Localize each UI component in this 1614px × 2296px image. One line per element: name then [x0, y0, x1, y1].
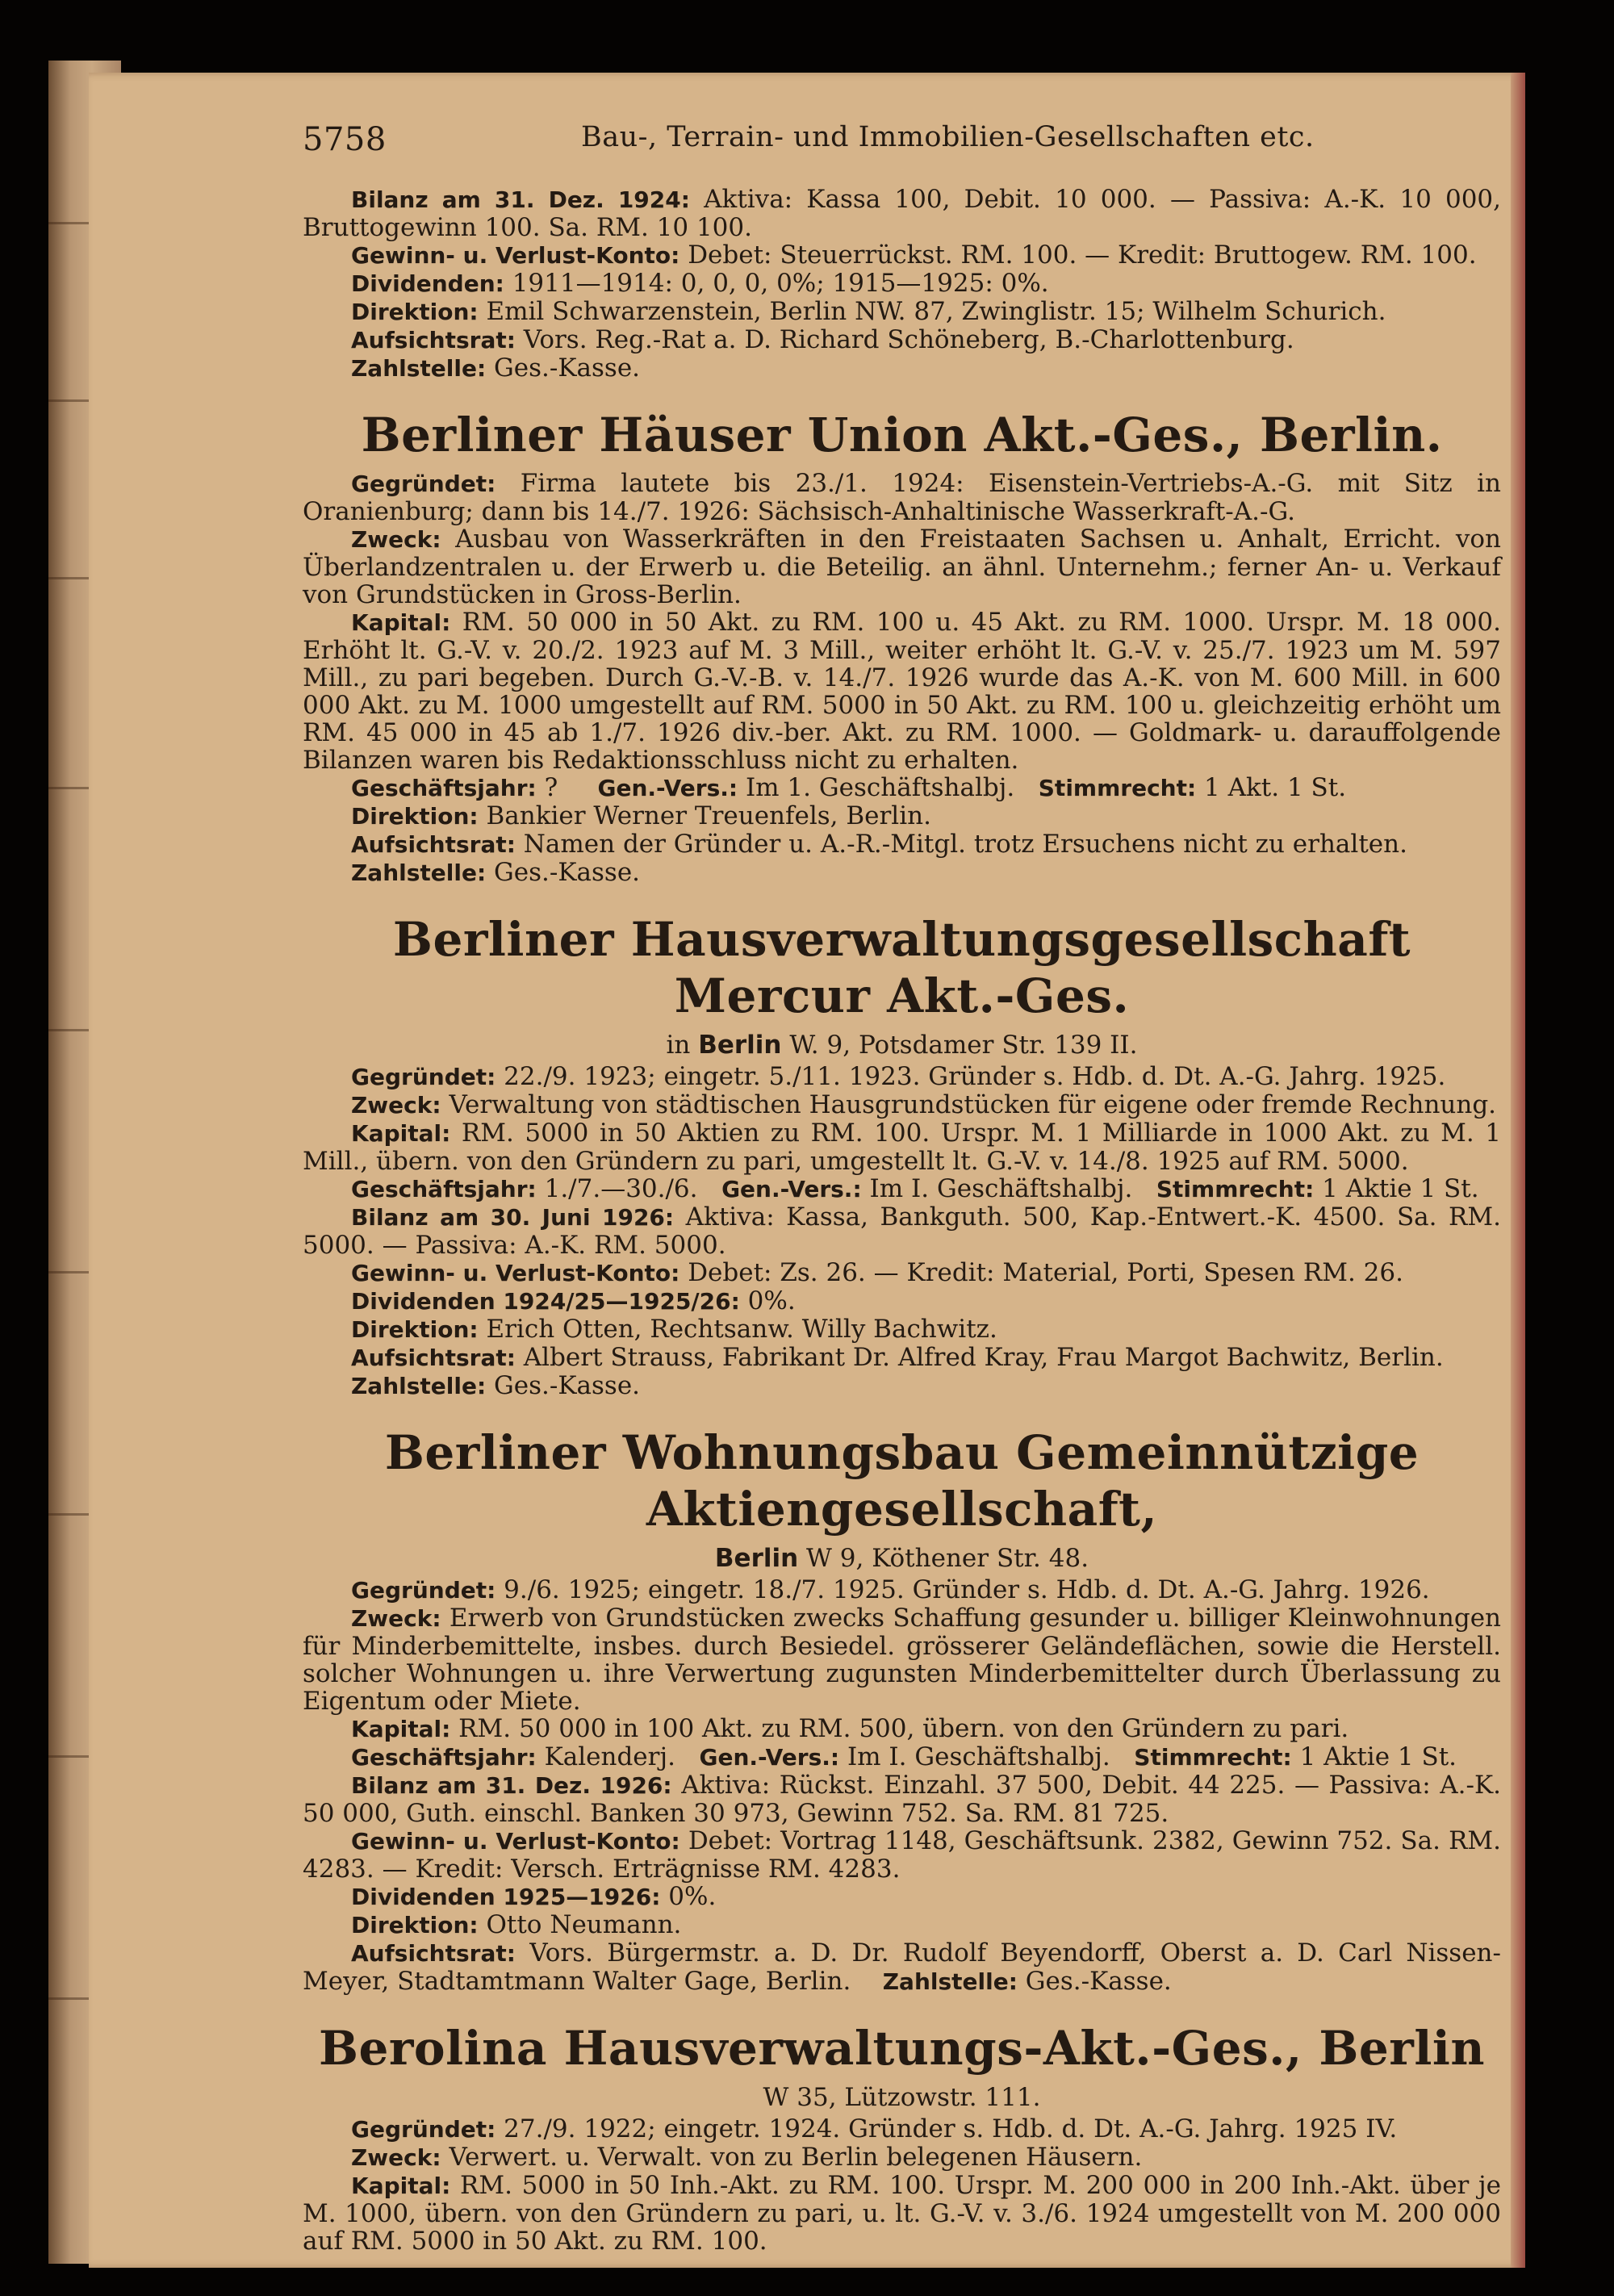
entry-line: Direktion: Bankier Werner Treuenfels, Berlin.	[351, 801, 931, 830]
page-edge	[1511, 73, 1525, 2268]
entry-line: Gegründet: 22./9. 1923; eingetr. 5./11. 1923. Gründer s. Hdb. d. Dt. A.-G. Jahrg. 1925.	[351, 1062, 1446, 1091]
entry-line: Gegründet: 27./9. 1922; eingetr. 1924. Gründer s. Hdb. d. Dt. A.-G. Jahrg. 1925 IV.	[351, 2114, 1398, 2143]
entry-line: Geschäftsjahr: Kalenderj. Gen.-Vers.: Im I. Geschäftshalbj. Stimmrecht: 1 Aktie 1 St.	[351, 1742, 1457, 1771]
entry-line: Kapital: RM. 50 000 in 50 Akt. zu RM. 100 u. 45 Akt. zu RM. 1000. Urspr. M. 18 000. Erhöht lt. G.-V. v. 20./2. 1923 auf M. 3 Mill., weiter erhöht lt. G.-V. v. 25./7. 1923 um M. 597 Mill., zu pari begeben. Durch G.-V.-B. v. 14./7. 1926 wurde das A.-K. von M. 600 Mill. in 600 000 Akt. zu M. 1000 umgestellt auf RM. 5000 in 50 Akt. zu RM. 100 u. gleichzeitig erhöht um RM. 45 000 in 45 ab 1./7. 1926 div.-ber. Akt. zu RM. 1000. — Goldmark- u. darauffolgende Bilanzen waren bis Redaktionsschluss nicht zu erhalten.	[303, 608, 1501, 775]
company-title: Berolina Hausverwaltungs-Akt.-Ges., Berlin	[318, 2021, 1486, 2076]
entry-line: Kapital: RM. 5000 in 50 Aktien zu RM. 100. Urspr. M. 1 Milliarde in 1000 Akt. zu M. 1 Mill., übern. von den Gründern zu pari, umgestellt lt. G.-V. v. 14./8. 1925 auf RM. 5000.	[303, 1119, 1501, 1176]
entry-line: Bilanz am 30. Juni 1926: Aktiva: Kassa, Bankguth. 500, Kap.-Entwert.-K. 4500. Sa. RM. 5000. — Passiva: A.-K. RM. 5000.	[303, 1202, 1501, 1260]
book-page	[89, 73, 1525, 2268]
entry-line: Direktion: Otto Neumann.	[351, 1910, 682, 1939]
entry-line: Zahlstelle: Ges.-Kasse.	[351, 353, 641, 383]
company-title: Berliner Häuser Union Akt.-Ges., Berlin.	[361, 408, 1443, 462]
entry-line: Zweck: Verwaltung von städtischen Hausgrundstücken für eigene oder fremde Rechnung.	[351, 1090, 1497, 1119]
entry-line: Kapital: RM. 5000 in 50 Inh.-Akt. zu RM. 100. Urspr. M. 200 000 in 200 Inh.-Akt. über je M. 1000, übern. von den Gründern zu pari, u. lt. G.-V. v. 3./6. 1924 umgestellt von M. 200 000 auf RM. 5000 in 50 Akt. zu RM. 100.	[303, 2171, 1501, 2256]
running-title: Bau-, Terrain- und Immobilien-Gesellschaften etc.	[581, 121, 1315, 153]
page-content	[303, 186, 1501, 2255]
entry-line: Kapital: RM. 50 000 in 100 Akt. zu RM. 500, übern. von den Gründern zu pari.	[351, 1714, 1349, 1743]
entry-line: Gegründet: Firma lautete bis 23./1. 1924: Eisenstein-Vertriebs-A.-G. mit Sitz in Oranienburg; dann bis 14./7. 1926: Sächsisch-Anhaltinische Wasserkraft-A.-G.	[303, 469, 1502, 526]
entry-line: Aufsichtsrat: Namen der Gründer u. A.-R.-Mitgl. trotz Ersuchens nicht zu erhalten.	[351, 830, 1407, 859]
company-title: Berliner Hausverwaltungsgesellschaft Mercur Akt.-Ges.	[392, 912, 1411, 1023]
entry-line: Geschäftsjahr: ? Gen.-Vers.: Im 1. Geschäftshalbj. Stimmrecht: 1 Akt. 1 St.	[351, 773, 1347, 802]
entry-line: Aufsichtsrat: Albert Strauss, Fabrikant Dr. Alfred Kray, Frau Margot Bachwitz, Berlin.	[351, 1343, 1444, 1372]
entry-line: Gewinn- u. Verlust-Konto: Debet: Vortrag 1148, Geschäftsunk. 2382, Gewinn 752. Sa. RM. 4283. — Kredit: Versch. Erträgnisse RM. 4283.	[303, 1826, 1502, 1884]
company-entry	[303, 2020, 1501, 2255]
entry-line: Gewinn- u. Verlust-Konto: Debet: Zs. 26. — Kredit: Material, Porti, Spesen RM. 26.	[351, 1258, 1403, 1287]
company-entry	[303, 911, 1501, 1400]
entry-line: Bilanz am 31. Dez. 1926: Aktiva: Rückst. Einzahl. 37 500, Debit. 44 225. — Passiva: A.-K. 50 000, Guth. einschl. Banken 30 973, Gewinn 752. Sa. RM. 81 725.	[303, 1771, 1501, 1828]
entry-line: Zweck: Ausbau von Wasserkräften in den Freistaaten Sachsen u. Anhalt, Erricht. von Überlandzentralen u. der Erwerb u. die Beteilig. an ähnl. Unternehm.; ferner An- u. Verkauf von Grundstücken in Gross-Berlin.	[303, 525, 1501, 609]
entry-line: Zahlstelle: Ges.-Kasse.	[351, 858, 641, 887]
entry-line: Dividenden 1924/25—1925/26: 0%.	[351, 1286, 796, 1315]
entry-line: Zweck: Erwerb von Grundstücken zwecks Schaffung gesunder u. billiger Kleinwohnungen für Minderbemittelte, insbes. durch Besiedel. grösserer Geländeflächen, sowie die Herstell. solcher Wohnungen u. ihre Verwertung zugunsten Minderbemittelter durch Überlassung zu Eigentum oder Miete.	[303, 1604, 1502, 1716]
company-entry	[303, 407, 1501, 887]
entry-line: Direktion: Erich Otten, Rechtsanw. Willy Bachwitz.	[351, 1315, 997, 1344]
entry-line: Direktion: Emil Schwarzenstein, Berlin NW. 87, Zwinglistr. 15; Wilhelm Schurich.	[351, 297, 1386, 326]
entry-line: Zahlstelle: Ges.-Kasse.	[351, 1371, 641, 1400]
entry-line: Gegründet: 9./6. 1925; eingetr. 18./7. 1925. Gründer s. Hdb. d. Dt. A.-G. Jahrg. 1926.	[351, 1575, 1430, 1604]
entry-line: Bilanz am 31. Dez. 1924: Aktiva: Kassa 100, Debit. 10 000. — Passiva: A.-K. 10 000, Bruttogewinn 100. Sa. RM. 10 100.	[303, 185, 1501, 242]
company-title: Berliner Wohnungsbau Gemeinnützige Aktiengesellschaft,	[384, 1425, 1420, 1537]
entry-line: Zweck: Verwert. u. Verwalt. von zu Berlin belegenen Häusern.	[351, 2143, 1143, 2172]
entry-line: Aufsichtsrat: Vors. Reg.-Rat a. D. Richard Schöneberg, B.-Charlottenburg.	[351, 325, 1294, 354]
entry-line: Gewinn- u. Verlust-Konto: Debet: Steuerrückst. RM. 100. — Kredit: Bruttogew. RM. 100.	[351, 240, 1477, 270]
intro-section	[303, 186, 1501, 383]
entry-line: Geschäftsjahr: 1./7.—30./6. Gen.-Vers.: Im I. Geschäftshalbj. Stimmrecht: 1 Aktie 1 St.	[351, 1174, 1479, 1203]
company-entry	[303, 1424, 1501, 1996]
company-address: W 35, Lützowstr. 111.	[763, 2083, 1041, 2112]
entry-line: Dividenden: 1911—1914: 0, 0, 0, 0%; 1915—1925: 0%.	[351, 269, 1049, 298]
entry-line: Aufsichtsrat: Vors. Bürgermstr. a. D. Dr. Rudolf Beyendorff, Oberst a. D. Carl Nissen-Meyer, Stadtamtmann Walter Gage, Berlin. Zahlstelle: Ges.-Kasse.	[303, 1938, 1502, 1996]
company-address: Berlin W 9, Köthener Str. 48.	[714, 1544, 1089, 1573]
entry-line: Dividenden 1925—1926: 0%.	[351, 1882, 717, 1911]
page-number: 5758	[303, 121, 387, 158]
company-address: in Berlin W. 9, Potsdamer Str. 139 II.	[666, 1031, 1138, 1060]
